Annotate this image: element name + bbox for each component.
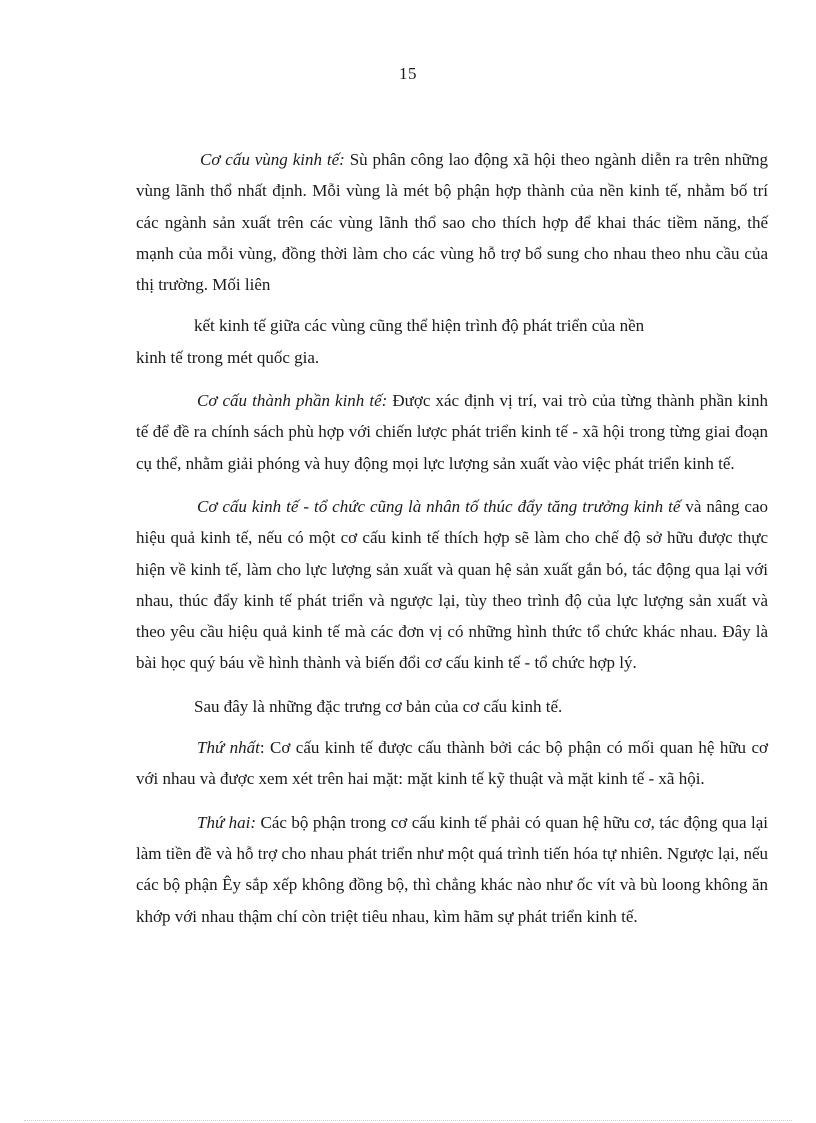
- paragraph-lead: Thứ nhất: [197, 738, 260, 758]
- paragraph-regional-linkage: [136, 310, 768, 373]
- paragraph-organizational-structure: [136, 491, 768, 679]
- document-body: [136, 144, 768, 944]
- paragraph-text: Sù phân công lao động xã hội theo ngành diễn ra trên những vùng lãnh thổ nhất định. Mỗi vùng là mét bộ phận hợp thành của nền kinh tế, nhằm bố trí các ngành sản xuất trên các vùng lãnh thổ sao cho thích hợp để khai thác tiềm năng, thế mạnh của mỗi vùng, đồng thời làm cho các vùng hỗ trợ bổ sung cho nhau theo nhu cầu của thị trường. Mối liên: [136, 150, 768, 295]
- paragraph-lead: Cơ cấu kinh tế - tổ chức cũng là nhân tố thúc đẩy tăng trưởng kinh tế: [197, 496, 681, 516]
- paragraph-lead: Thứ hai:: [197, 812, 257, 832]
- paragraph-characteristics-intro: [136, 691, 768, 722]
- paragraph-text: Sau đây là những đặc trưng cơ bản của cơ cấu kinh tế.: [194, 696, 563, 716]
- paragraph-first-line: kết kinh tế giữa các vùng cũng thể hiện trình độ phát triển của nền: [194, 316, 645, 336]
- paragraph-regional-structure: [136, 144, 768, 300]
- page-bottom-divider: [24, 1120, 792, 1121]
- paragraph-first-characteristic: [136, 732, 768, 795]
- paragraph-text: Các bộ phận trong cơ cấu kinh tế phải có quan hệ hữu cơ, tác động qua lại làm tiền đề và hỗ trợ cho nhau phát triển như một quá trình tiến hóa tự nhiên. Ngược lại, nếu các bộ phận Êy sắp xếp không đồng bộ, thì chẳng khác nào như ốc vít và bù loong không ăn khớp với nhau thậm chí còn triệt tiêu nhau, kìm hãm sự phát triển kinh tế.: [136, 812, 768, 926]
- paragraph-text: Được xác định vị trí, vai trò của từng thành phần kinh tế để đề ra chính sách phù hợp với chiến lược phát triển kinh tế - xã hội trong từng giai đoạn cụ thể, nhằm giải phóng và huy động mọi lực lượng sản xuất vào việc phát triển kinh tế.: [136, 391, 768, 473]
- paragraph-lead: Cơ cấu thành phần kinh tế:: [197, 391, 388, 411]
- paragraph-text: : Cơ cấu kinh tế được cấu thành bởi các bộ phận có mối quan hệ hữu cơ với nhau và được xem xét trên hai mặt: mặt kinh tế kỹ thuật và mặt kinh tế - xã hội.: [136, 738, 769, 789]
- page-number: 15: [399, 64, 417, 83]
- paragraph-text: và nâng cao hiệu quả kinh tế, nếu có một cơ cấu kinh tế thích hợp sẽ làm cho chế độ sở hữu được thực hiện về kinh tế, làm cho lực lượng sản xuất và quan hệ sản xuất gắn bó, tác động qua lại với nhau, thúc đẩy kinh tế phát triển và ngược lại, tùy theo trình độ của lực lượng sản xuất và theo yêu cầu hiệu quả kinh tế mà các đơn vị có những hình thức tổ chức khác nhau. Đây là bài học quý báu về hình thành và biến đổi cơ cấu kinh tế - tổ chức hợp lý.: [136, 496, 768, 673]
- paragraph-lead: Cơ cấu vùng kinh tế:: [200, 150, 345, 169]
- paragraph-text: kinh tế trong mét quốc gia.: [136, 347, 320, 367]
- paragraph-second-characteristic: [136, 807, 768, 932]
- paragraph-economic-sectors: [136, 385, 768, 479]
